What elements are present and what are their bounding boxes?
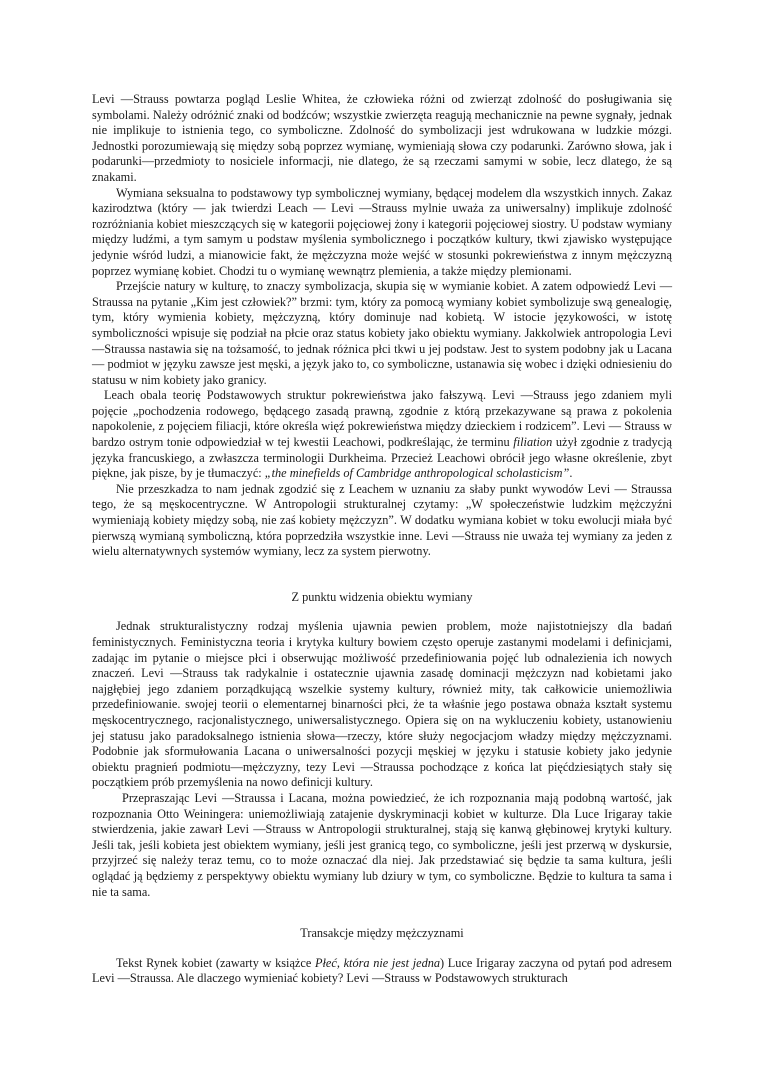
section-heading: Z punktu widzenia obiektu wymiany <box>291 589 473 604</box>
section-heading: Transakcje między mężczyznami <box>300 926 464 941</box>
italic-term: filiation <box>513 435 553 450</box>
text-run: . <box>569 466 573 481</box>
document-page <box>92 92 672 987</box>
text-run: ) Luce Irigaray zaczyna od pytań pod adresem Levi —Straussa. Ale dlaczego wymieniać kobiety? Levi —Strauss w Podstawowych strukturach <box>92 955 672 986</box>
paragraph: Przejście natury w kulturę, to znaczy symbolizacja, skupia się w wymianie kobiet. A zatem odpowiedź Levi —Straussa na pytanie „Kim jest człowiek?” brzmi: tym, który za pomocą wymiany kobiet symbolizuje swą genealogię, tym, który wymienia kobiety, mężczyzną, który dominuje nad kobietą. W istocie językowości, w istotę symboliczności wpisuje się podział na płcie oraz status kobiety jako obiektu wymiany. Jakkolwiek antropologia Levi —Straussa nastawia się na tożsamość, to jednak różnica płci tkwi u jej podstaw. Jest to system podobny jak u Lacana — podmiot w języku zawsze jest męski, a język jako to, co symboliczne, ustanawia się wobec i dzięki odniesieniu do statusu w nim kobiety jako granicy. <box>92 279 672 387</box>
italic-quote: „the minefields of Cambridge anthropological scholasticism” <box>264 466 570 481</box>
paragraph <box>92 956 672 987</box>
paragraph <box>92 388 672 482</box>
paragraph: Jednak strukturalistyczny rodzaj myślenia ujawnia pewien problem, może najistotniejszy dla badań feministycznych. Feministyczna teoria i krytyka kultury bowiem często operuje zastanymi modelami i definicjami, zadając im pytanie o miejsce płci i obserwując możliwość przedefiniowania pojęć lub odnalezienia ich nowych znaczeń. Levi —Strauss tak radykalnie i ostatecznie ujawnia zasadę dominacji mężczyzn nad kobietami jako najgłębiej jego zdaniem porządkującą wszelkie systemy kultury, również mity, tak całkowicie uniemożliwia przedefiniowanie. swojej teorii o elementarnej binarności płci, że ta właśnie jego postawa obnaża kształt systemu męskocentrycznego, racjonalistycznego, uniwersalistycznego. Opiera się on na wykluczeniu kobiety, ustanowieniu jej statusu jako paradoksalnego istnienia słowa—rzeczy, które służy negocjacjom władzy między mężczyznami. Podobnie jak sformułowania Lacana o uniwersalności pozycji męskiej w języku i statusie kobiety jako jedynie obiektu pragnień podmiotu—mężczyzny, tezy Levi —Straussa pochodzące z końca lat pięćdziesiątych stały się początkiem prób przemyślenia na nowo definicji kultury. <box>92 619 672 790</box>
paragraph: Nie przeszkadza to nam jednak zgodzić się z Leachem w uznaniu za słaby punkt wywodów Levi — Straussa tego, że są męskocentryczne. W Antropologii strukturalnej czytamy: „W społeczeństwie ludzkim mężczyźni wymieniają kobiety między sobą, nie zaś kobiety mężczyzn”. W dodatku wymiana kobiet w toku ewolucji miała być pierwszą wymianą symboliczną, która poprzedziła wszystkie inne. Levi —Strauss nie uważa tej wymiany za jeden z wielu alternatywnych systemów wymiany, lecz za system pierwotny. <box>92 481 672 559</box>
paragraph: Przepraszając Levi —Straussa i Lacana, można powiedzieć, że ich rozpoznania mają podobną wartość, jak rozpoznania Otto Weiningera: uniemożliwiają zatajenie dyskryminacji kobiet w kulturze. Dla Luce Irigaray takie stwierdzenia, jakie zawarł Levi —Strauss w Antropologii strukturalnej, stają się kanwą głębinowej krytyki kultury. Jeśli tak, jeśli kobieta jest obiektem wymiany, jeśli jest granicą tego, co symboliczne, jeśli jest przerwą w dyskursie, przyjrzeć się należy teraz temu, co to może oznaczać dla niej. Jak przedstawiać się będzie ta sama kultura, jeśli oglądać ją będziemy z perspektywy obiektu wymiany lub dziury w tym, co symboliczne. Będzie to kultura ta sama i nie ta sama. <box>92 790 672 899</box>
text-run: użył zgodnie z tradycją języka francuskiego, a zwłaszcza terminologii Durkheima. Przecież Leachowi obrócił jego własne określenie, zbyt piękne, jak pisze, by je tłumaczyć: <box>92 435 673 481</box>
book-title: Płeć, która nie jest jedna <box>314 955 441 970</box>
paragraph: Wymiana seksualna to podstawowy typ symbolicznej wymiany, będącej modelem dla wszystkich innych. Zakaz kazirodztwa (który — jak twierdzi Leach — Levi —Strauss mylnie uważa za uniwersalny) implikuje zdolność rozróżniania kobiet mieszczących się w kategorii pojęciowej żony i kategorii pojęciowej siostry. U podstaw wymiany między ludźmi, a tym samym u podstaw myślenia symbolicznego i początków kultury, tkwi zjawisko występujące jedynie wśród ludzi, a mianowicie fakt, że mężczyzna może wejść w stosunki pokrewieństwa z innym mężczyzną poprzez wymianę kobiet. Chodzi tu o wymianę wewnątrz plemienia, a także między plemionami. <box>92 185 672 278</box>
text-run: Leach obala teorię Podstawowych struktur pokrewieństwa jako fałszywą. Levi —Strauss jego zdaniem myli pojęcie „pochodzenia rodowego, będącego zasadą prawną, zgodnie z którą przekazywane są prawa z pokolenia napokolenie, z pojęciem filiacji, które określa więź pokrewieństwa między dzieckiem i rodzicem”. Levi — Strauss w bardzo ostrym tonie odpowiedział w tej kwestii Leachowi, podkreślając, że terminu <box>92 388 672 450</box>
text-run: Tekst Rynek kobiet (zawarty w książce <box>116 955 315 970</box>
paragraph: Levi —Strauss powtarza pogląd Leslie Whitea, że człowieka różni od zwierząt zdolność do posługiwania się symbolami. Należy odróżnić znaki od bodźców; wszystkie zwierzęta reagują mechanicznie na pewne sygnały, jednak nie implikuje to istnienia tego, co symboliczne. Zdolność do symbolizacji jest wdrukowana w ludzkie mózgi. Jednostki porozumiewają się między sobą poprzez wymianę, wymieniają słowa czy podarunki. Zarówno słowa, jak i podarunki—przedmioty to nosiciele informacji, nie dlatego, że są rzeczami samymi w sobie, lecz dlatego, że są znakami. <box>92 92 672 184</box>
